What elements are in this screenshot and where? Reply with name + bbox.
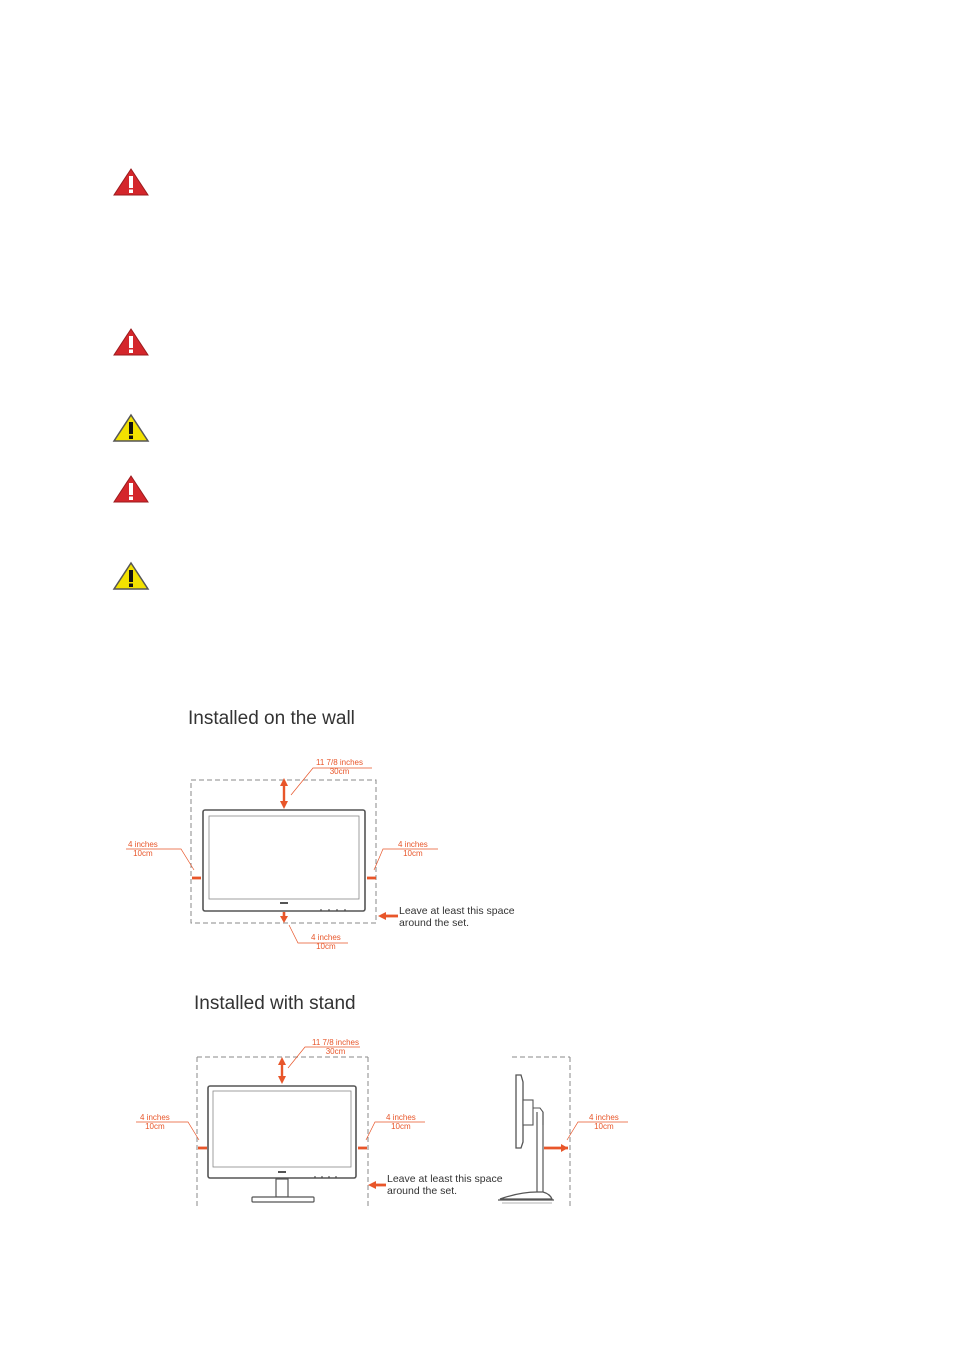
dimension-inches: 11 7/8 inches (316, 758, 363, 767)
note-line: around the set. (387, 1185, 458, 1197)
stand-right-clearance-label (386, 1113, 416, 1131)
dimension-inches: 11 7/8 inches (312, 1038, 359, 1047)
dimension-cm: 10cm (403, 849, 423, 858)
note-line: around the set. (399, 917, 470, 929)
stand-top-clearance-label (312, 1038, 359, 1056)
dimension-cm: 10cm (391, 1122, 411, 1131)
stand-side-clearance-label (589, 1113, 619, 1131)
dimension-cm: 10cm (594, 1122, 614, 1131)
dimension-cm: 30cm (329, 767, 350, 776)
wall-diagram-title: Installed on the wall (188, 708, 355, 729)
dimension-inches: 4 inches (589, 1113, 619, 1122)
dimension-cm: 10cm (316, 942, 336, 951)
stand-left-clearance-label (140, 1113, 170, 1131)
dimension-cm: 30cm (325, 1047, 346, 1056)
note-line: Leave at least this space (387, 1173, 503, 1185)
dimension-cm: 10cm (145, 1122, 165, 1131)
dimension-inches: 4 inches (128, 840, 158, 849)
stand-space-note (387, 1173, 503, 1197)
dimension-cm: 10cm (133, 849, 153, 858)
dimension-inches: 4 inches (386, 1113, 416, 1122)
stand-diagram-title: Installed with stand (194, 993, 356, 1014)
note-line: Leave at least this space (399, 905, 515, 917)
dimension-inches: 4 inches (311, 933, 341, 942)
dimension-inches: 4 inches (398, 840, 428, 849)
dimension-inches: 4 inches (140, 1113, 170, 1122)
